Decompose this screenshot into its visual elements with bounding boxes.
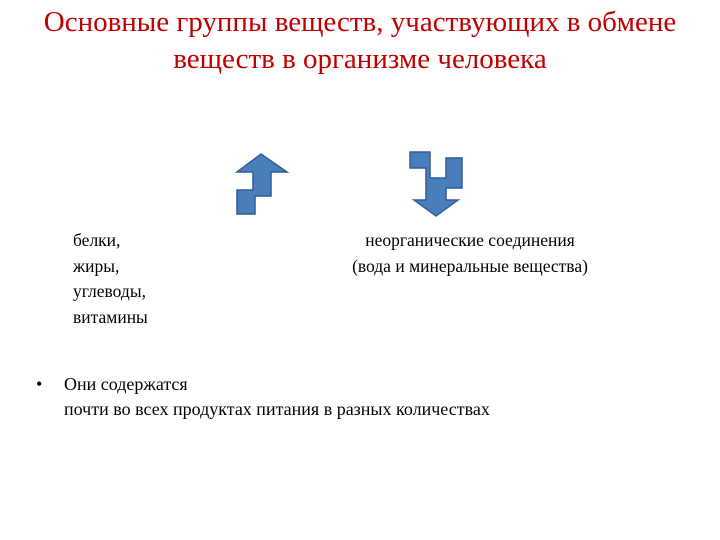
bullet-list (30, 372, 690, 422)
list-item: (вода и минеральные вещества) (352, 255, 588, 276)
bullet-text-line-2: почти во всех продуктах питания в разных количествах (64, 398, 490, 419)
list-item (30, 372, 690, 422)
page-title: Основные группы веществ, участвующих в обмене веществ в организме человека (43, 6, 677, 76)
arrow-down-right-icon (400, 148, 470, 223)
organic-substances-list (73, 228, 293, 330)
list-item: витамины (73, 306, 148, 327)
bullet-marker-icon: • (36, 374, 43, 394)
list-item: углеводы, (73, 281, 146, 302)
list-item: жиры, (73, 255, 120, 276)
list-item: неорганические соединения (365, 230, 575, 250)
list-item: белки, (73, 230, 121, 250)
bullet-text-line-1: Они содержатся (64, 374, 188, 394)
inorganic-substances-list (270, 228, 670, 279)
arrow-group (0, 148, 720, 218)
arrow-down-left-icon (225, 148, 295, 223)
